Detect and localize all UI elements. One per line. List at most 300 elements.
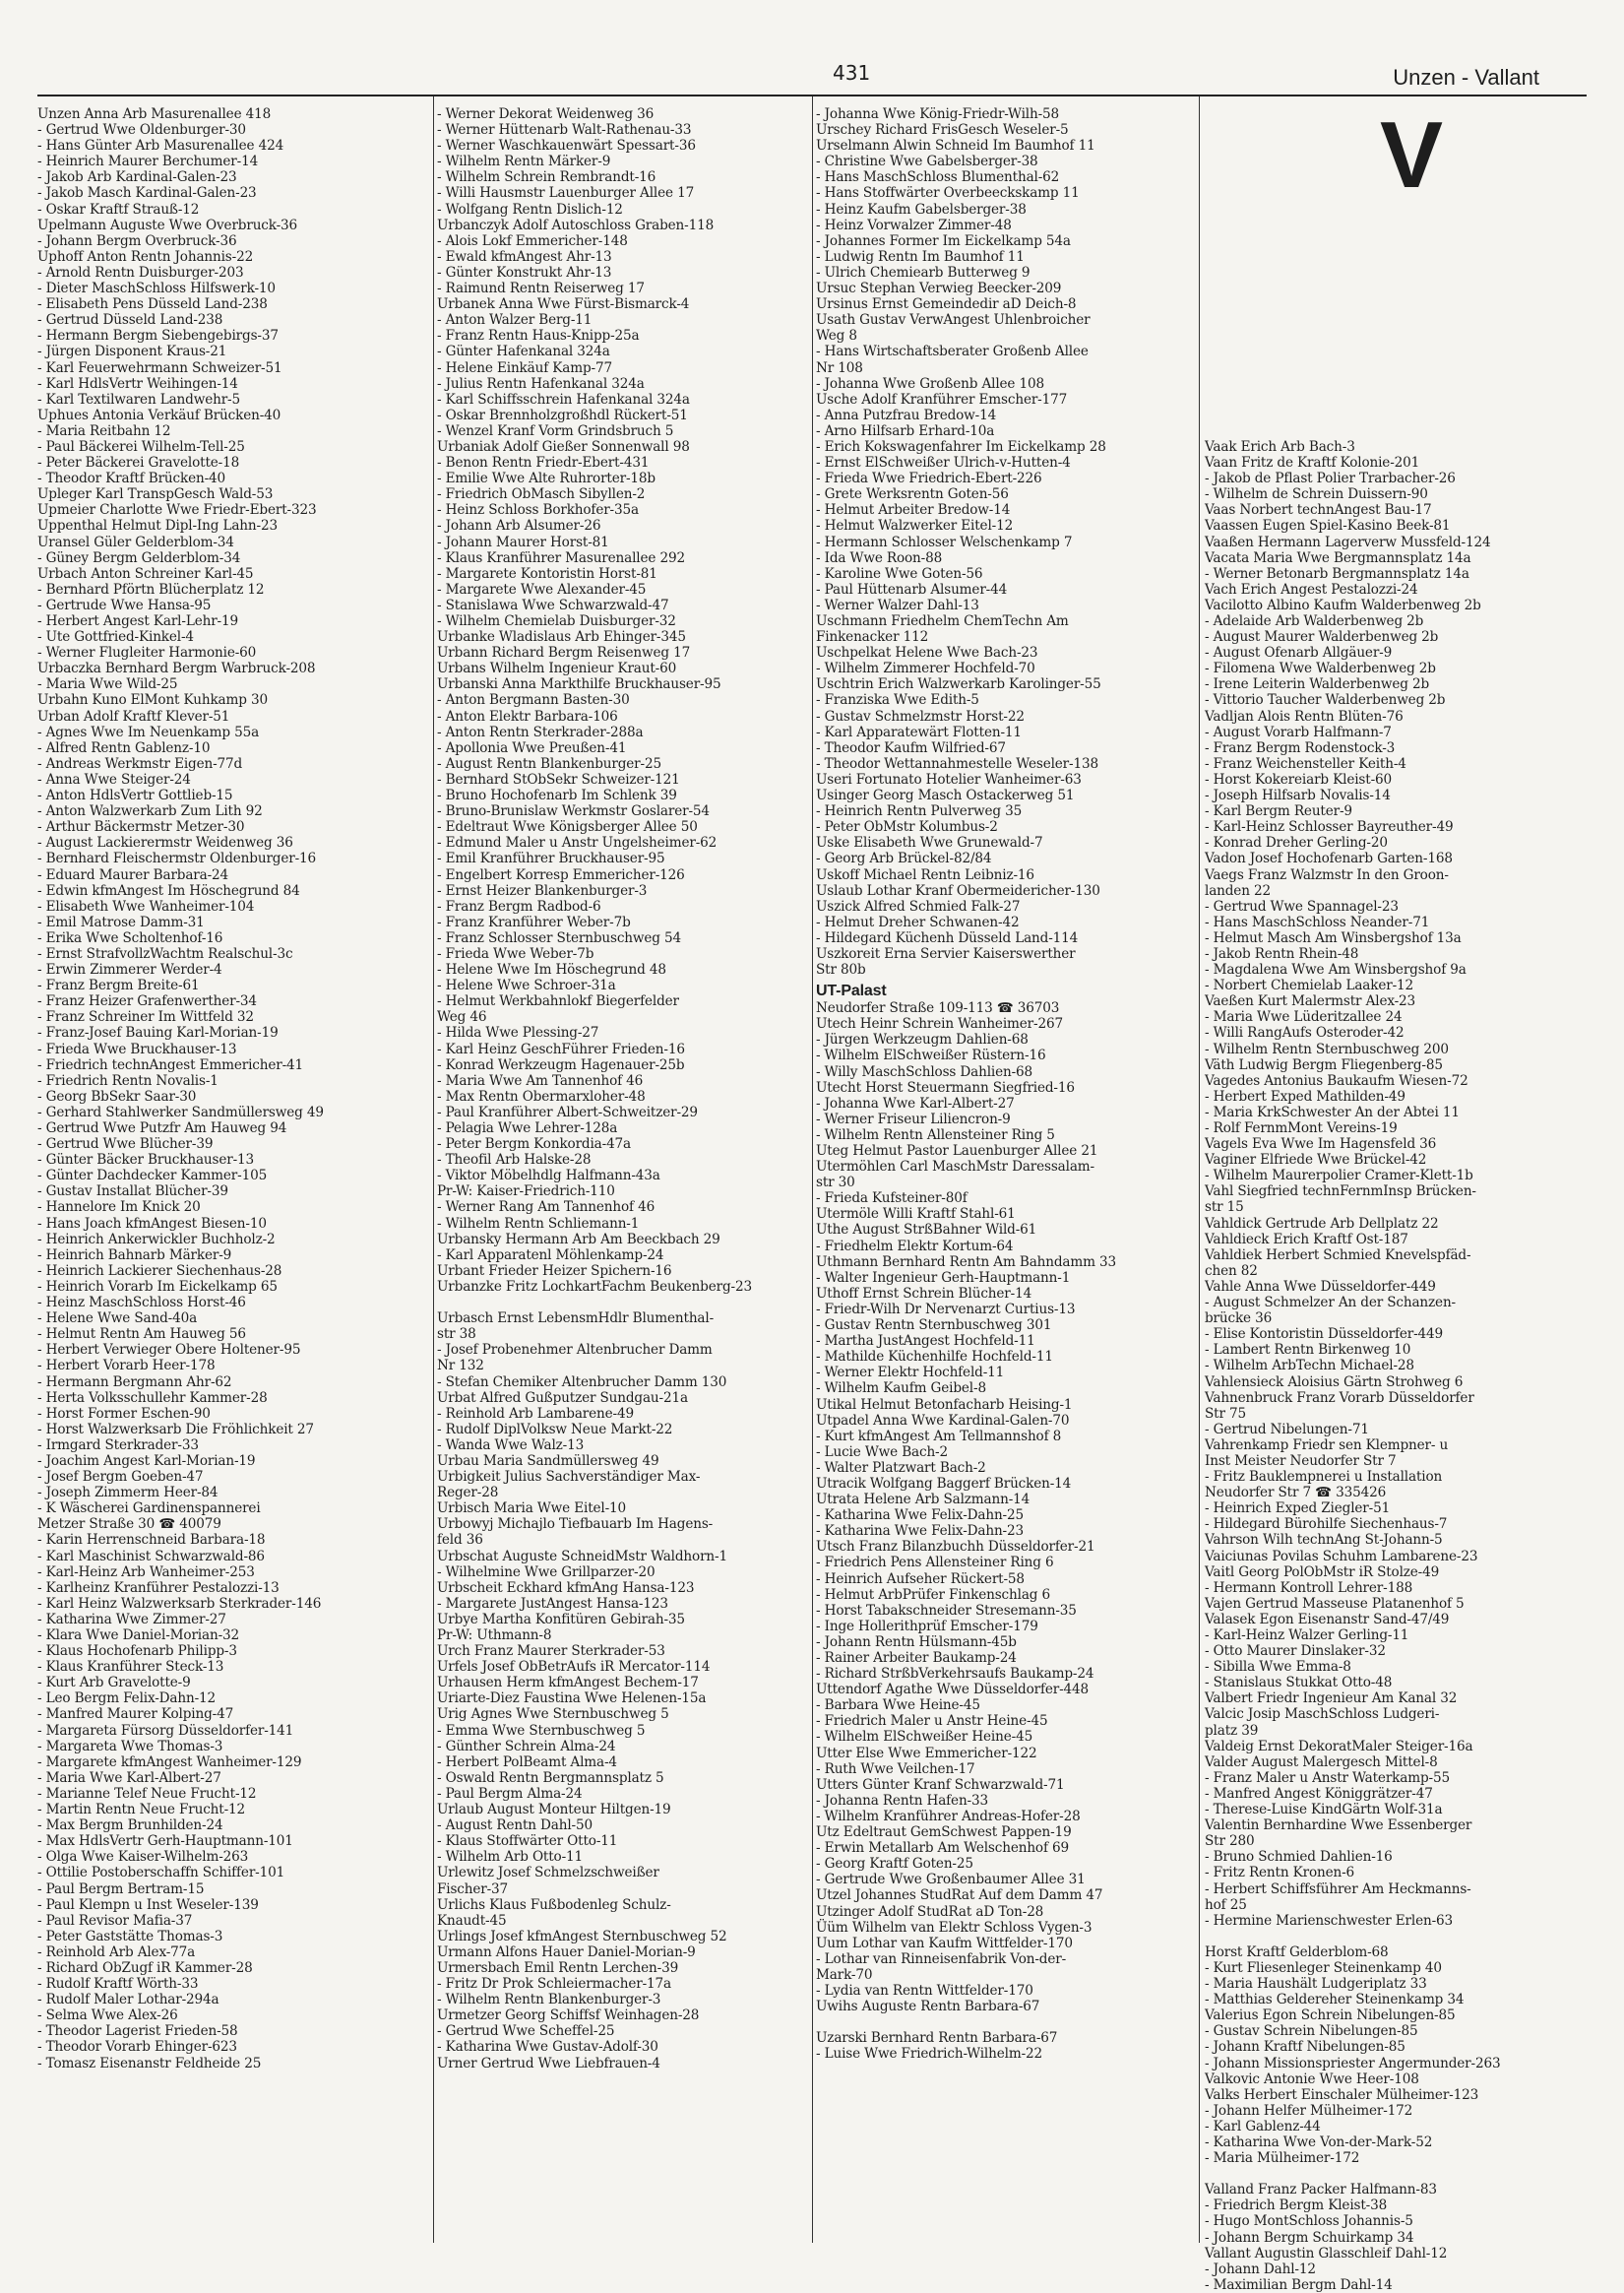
directory-entry: - Manfred Angest Königgrätzer-47 bbox=[1205, 1785, 1433, 1802]
directory-entry: - Maria Reitbahn 12 bbox=[37, 422, 171, 439]
directory-entry: Uschmann Friedhelm ChemTechn Am bbox=[816, 613, 1069, 629]
directory-entry bbox=[1205, 233, 1591, 249]
directory-entry: - Klara Wwe Daniel-Morian-32 bbox=[37, 1627, 240, 1643]
directory-entry: Valdeig Ernst DekoratMaler Steiger-16a bbox=[1205, 1738, 1473, 1754]
directory-entry: - Paul Revisor Mafia-37 bbox=[37, 1912, 193, 1929]
directory-entry: - August Rentn Dahl-50 bbox=[437, 1817, 593, 1834]
directory-entry: - Wilhelm Rentn Blankenburger-3 bbox=[437, 1992, 661, 2008]
directory-entry: Uschtrin Erich Walzwerkarb Karolinger-55 bbox=[816, 676, 1101, 693]
directory-entry: - Friedr-Wilh Dr Nervenarzt Curtius-13 bbox=[816, 1301, 1076, 1317]
directory-entry: Ursinus Ernst Gemeindedir aD Deich-8 bbox=[816, 296, 1077, 313]
directory-entry: - Heinz Kaufm Gabelsberger-38 bbox=[816, 201, 1027, 218]
directory-entry: - Wilhelmine Wwe Grillparzer-20 bbox=[437, 1563, 656, 1580]
directory-entry: - Helmut Masch Am Winsbergshof 13a bbox=[1205, 929, 1462, 946]
directory-entry: - Anna Wwe Steiger-24 bbox=[37, 771, 191, 788]
directory-entry: - Manfred Maurer Kolping-47 bbox=[37, 1706, 234, 1723]
directory-entry: Vadljan Alois Rentn Blüten-76 bbox=[1205, 708, 1404, 725]
directory-entry: Vahlensieck Aloisius Gärtn Strohweg 6 bbox=[1205, 1373, 1464, 1390]
directory-entry: - Oskar Brennholzgroßhdl Rückert-51 bbox=[437, 407, 688, 423]
directory-entry: - August Rentn Blankenburger-25 bbox=[437, 755, 661, 772]
directory-entry: - Reinhold Arb Alex-77a bbox=[37, 1943, 196, 1960]
directory-entry: Urbigkeit Julius Sachverständiger Max- bbox=[437, 1469, 701, 1486]
directory-entry: - August Vorarb Halfmann-7 bbox=[1205, 724, 1392, 740]
directory-entry bbox=[1205, 154, 1591, 169]
directory-entry bbox=[1205, 249, 1591, 265]
directory-entry: - Herbert Vorarb Heer-178 bbox=[37, 1358, 216, 1374]
directory-entry: Uppenthal Helmut Dipl-Ing Lahn-23 bbox=[37, 518, 278, 535]
directory-entry: - Emil Kranführer Bruckhauser-95 bbox=[437, 851, 665, 867]
directory-entry: Valerius Egon Schrein Nibelungen-85 bbox=[1205, 2007, 1456, 2024]
directory-entry: - Paul Bäckerei Wilhelm-Tell-25 bbox=[37, 438, 245, 455]
directory-entry: - Rudolf Kraftf Wörth-33 bbox=[37, 1976, 199, 1993]
directory-entry: - Helmut ArbPrüfer Finkenschlag 6 bbox=[816, 1586, 1050, 1603]
directory-entry: - Stefan Chemiker Altenbrucher Damm 130 bbox=[437, 1373, 727, 1390]
directory-entry: - Heinrich Bahnarb Märker-9 bbox=[37, 1246, 232, 1263]
directory-entry: - Franz Bergm Rodenstock-3 bbox=[1205, 739, 1396, 756]
directory-entry: - Hildegard Küchenh Düsseld Land-114 bbox=[816, 929, 1079, 946]
directory-entry: - Karlheinz Kranführer Pestalozzi-13 bbox=[37, 1579, 280, 1596]
directory-entry: Valkovic Antonie Wwe Heer-108 bbox=[1205, 2070, 1419, 2087]
directory-entry: Vadon Josef Hochofenarb Garten-168 bbox=[1205, 851, 1453, 867]
directory-entry: - Werner Flugleiter Harmonie-60 bbox=[37, 645, 257, 662]
directory-entry: - Theodor Vorarb Ehinger-623 bbox=[37, 2039, 237, 2056]
directory-entry: Urlichs Klaus Fußbodenleg Schulz- bbox=[437, 1896, 671, 1913]
directory-entry: Mark-70 bbox=[816, 1966, 873, 1983]
directory-entry: - Franz Schreiner Im Wittfeld 32 bbox=[37, 1009, 254, 1026]
directory-entry: - Peter ObMstr Kolumbus-2 bbox=[816, 819, 998, 836]
directory-entry: - Margareta Wwe Thomas-3 bbox=[37, 1738, 223, 1754]
column-divider bbox=[812, 96, 813, 2243]
directory-entry: - Lucie Wwe Bach-2 bbox=[816, 1443, 949, 1460]
directory-entry: Vaassen Eugen Spiel-Kasino Beek-81 bbox=[1205, 518, 1451, 535]
directory-entry: - Karoline Wwe Goten-56 bbox=[816, 565, 983, 582]
directory-entry: Urbans Wilhelm Ingenieur Kraut-60 bbox=[437, 661, 677, 677]
directory-entry: Uslaub Lothar Kranf Obermeidericher-130 bbox=[816, 882, 1100, 899]
directory-entry: chen 82 bbox=[1205, 1262, 1258, 1279]
directory-entry: - Wilhelm Rentn Schliemann-1 bbox=[437, 1215, 640, 1232]
directory-entry: - Maria Wwe Wild-25 bbox=[37, 676, 178, 693]
directory-entry: Unzen Anna Arb Masurenallee 418 bbox=[37, 106, 272, 122]
directory-entry: - Andreas Werkmstr Eigen-77d bbox=[37, 755, 243, 772]
directory-entry: Vahnenbruck Franz Vorarb Düsseldorfer bbox=[1205, 1389, 1474, 1406]
directory-entry: - Luise Wwe Friedrich-Wilhelm-22 bbox=[816, 2046, 1043, 2063]
directory-entry: - Rudolf Maler Lothar-294a bbox=[37, 1992, 219, 2008]
directory-entry: - Paul Bergm Bertram-15 bbox=[37, 1880, 205, 1897]
directory-entry: - Hans MaschSchloss Neander-71 bbox=[1205, 914, 1430, 930]
directory-entry: - Friedrich Maler u Anstr Heine-45 bbox=[816, 1713, 1048, 1730]
directory-entry: - Sibilla Wwe Emma-8 bbox=[1205, 1659, 1351, 1676]
directory-entry: hof 25 bbox=[1205, 1896, 1247, 1913]
directory-entry: - Wilhelm Kranführer Andreas-Hofer-28 bbox=[816, 1808, 1081, 1824]
directory-entry: Weg 8 bbox=[816, 328, 857, 345]
directory-entry: Vahrenkamp Friedr sen Klempner- u bbox=[1205, 1436, 1449, 1453]
directory-entry: Vacilotto Albino Kaufm Walderbenweg 2b bbox=[1205, 597, 1481, 613]
directory-entry: Urbach Anton Schreiner Karl-45 bbox=[37, 565, 254, 582]
directory-entry: - Hermann Bergmann Ahr-62 bbox=[37, 1373, 232, 1390]
directory-entry: - Güney Bergm Gelderblom-34 bbox=[37, 549, 241, 566]
directory-entry: Utter Else Wwe Emmericher-122 bbox=[816, 1745, 1037, 1761]
directory-entry: - Werner Elektr Hochfeld-11 bbox=[816, 1365, 1005, 1381]
directory-entry: - Herbert PolBeamt Alma-4 bbox=[437, 1753, 617, 1770]
directory-entry: Pr-W: Uthmann-8 bbox=[437, 1627, 552, 1643]
directory-entry: - Jakob Masch Kardinal-Galen-23 bbox=[37, 185, 257, 202]
directory-entry bbox=[1205, 423, 1591, 439]
directory-entry: landen 22 bbox=[1205, 882, 1271, 899]
directory-entry: - Bruno Schmied Dahlien-16 bbox=[1205, 1849, 1393, 1866]
directory-entry: - Theodor Lagerist Frieden-58 bbox=[37, 2023, 238, 2040]
directory-entry: Neudorfer Straße 109-113 ☎ 36703 bbox=[816, 1000, 1060, 1017]
directory-entry: - Georg BbSekr Saar-30 bbox=[37, 1088, 197, 1105]
directory-entry: - Bruno Hochofenarb Im Schlenk 39 bbox=[437, 788, 677, 804]
directory-entry: - Eduard Maurer Barbara-24 bbox=[37, 866, 229, 883]
directory-entry: - Frieda Wwe Weber-7b bbox=[437, 945, 594, 962]
directory-entry: - August Ofenarb Allgäuer-9 bbox=[1205, 645, 1393, 662]
directory-entry: - K Wäscherei Gardinenspannerei bbox=[37, 1500, 261, 1517]
directory-entry: - Klaus Kranführer Masurenallee 292 bbox=[437, 549, 685, 566]
directory-entry: Str 80b bbox=[816, 962, 866, 979]
directory-entry: - Johanna Wwe Karl-Albert-27 bbox=[816, 1095, 1015, 1112]
directory-entry: - Georg Kraftf Goten-25 bbox=[816, 1856, 973, 1873]
directory-entry: - Gertrud Wwe Putzfr Am Hauweg 94 bbox=[37, 1120, 287, 1136]
directory-entry: Reger-28 bbox=[437, 1485, 499, 1501]
directory-entry: - Konrad Dreher Gerling-20 bbox=[1205, 835, 1388, 852]
directory-entry: - Hans Joach kfmAngest Biesen-10 bbox=[37, 1215, 267, 1232]
directory-entry: - Viktor Möbelhdlg Halfmann-43a bbox=[437, 1168, 660, 1184]
directory-entry: Urbanzke Fritz LochkartFachm Beukenberg-23 bbox=[437, 1278, 752, 1295]
directory-entry: - Wilhelm ArbTechn Michael-28 bbox=[1205, 1358, 1414, 1374]
directory-entry: Utzinger Adolf StudRat aD Ton-28 bbox=[816, 1903, 1044, 1920]
directory-entry: - Karl Apparatewärt Flotten-11 bbox=[816, 724, 1022, 740]
directory-entry: - Konrad Werkzeugm Hagenauer-25b bbox=[437, 1056, 685, 1073]
directory-entry: - Max Bergm Brunhilden-24 bbox=[37, 1817, 223, 1834]
directory-entry: Utsch Franz Bilanzbuchh Düsseldorfer-21 bbox=[816, 1539, 1095, 1556]
directory-entry: Urban Adolf Kraftf Klever-51 bbox=[37, 708, 230, 725]
directory-entry: - Ute Gottfried-Kinkel-4 bbox=[37, 629, 194, 646]
directory-entry: Uske Elisabeth Wwe Grunewald-7 bbox=[816, 835, 1043, 852]
directory-entry: - Karl Gablenz-44 bbox=[1205, 2118, 1321, 2134]
directory-entry: - Theofil Arb Halske-28 bbox=[437, 1152, 592, 1169]
directory-entry: - Günter Konstrukt Ahr-13 bbox=[437, 264, 612, 281]
directory-entry: - Herbert Angest Karl-Lehr-19 bbox=[37, 613, 238, 629]
directory-entry: Urig Agnes Wwe Sternbuschweg 5 bbox=[437, 1706, 669, 1723]
directory-entry: Inst Meister Neudorfer Str 7 bbox=[1205, 1452, 1397, 1469]
directory-entry: - Johann Dahl-12 bbox=[1205, 2261, 1316, 2277]
directory-entry: Valentin Bernhardine Wwe Essenberger bbox=[1205, 1817, 1472, 1834]
directory-entry: - Stanislawa Wwe Schwarzwald-47 bbox=[437, 597, 669, 613]
directory-entry: Uwihs Auguste Rentn Barbara-67 bbox=[816, 1999, 1040, 2015]
directory-entry: feld 36 bbox=[437, 1532, 483, 1549]
directory-entry: - August Schmelzer An der Schanzen- bbox=[1205, 1295, 1456, 1311]
directory-entry: - Maria Mülheimer-172 bbox=[1205, 2150, 1360, 2167]
directory-entry: Upmeier Charlotte Wwe Friedr-Ebert-323 bbox=[37, 502, 317, 519]
directory-entry: - Grete Werksrentn Goten-56 bbox=[816, 486, 1009, 503]
directory-entry: - Walter Ingenieur Gerh-Hauptmann-1 bbox=[816, 1269, 1071, 1286]
directory-entry: - Alfred Rentn Gablenz-10 bbox=[37, 739, 211, 756]
directory-entry: - Emilie Wwe Alte Ruhrorter-18b bbox=[437, 471, 656, 487]
directory-entry: - Gertrud Düsseld Land-238 bbox=[37, 312, 223, 329]
directory-entry: - Hildegard Bürohilfe Siechenhaus-7 bbox=[1205, 1516, 1448, 1533]
directory-entry: Vacata Maria Wwe Bergmannsplatz 14a bbox=[1205, 549, 1471, 566]
directory-entry: - Werner Rang Am Tannenhof 46 bbox=[437, 1199, 656, 1216]
directory-entry: Utecht Horst Steuermann Siegfried-16 bbox=[816, 1079, 1075, 1096]
directory-entry: Uzarski Bernhard Rentn Barbara-67 bbox=[816, 2030, 1058, 2047]
directory-entry: - Werner Walzer Dahl-13 bbox=[816, 597, 979, 613]
directory-entry: - Horst Walzwerksarb Die Fröhlichkeit 27 bbox=[37, 1421, 314, 1437]
directory-entry: - Wilhelm ElSchweißer Heine-45 bbox=[816, 1729, 1033, 1746]
directory-entry: - Matthias Geldereher Steinenkamp 34 bbox=[1205, 1992, 1465, 2008]
directory-entry: brücke 36 bbox=[1205, 1310, 1273, 1327]
directory-entry: - Elisabeth Wwe Wanheimer-104 bbox=[37, 898, 255, 915]
directory-entry: Uszkoreit Erna Servier Kaiserswerther bbox=[816, 945, 1076, 962]
directory-entry: - Hermann Kontroll Lehrer-188 bbox=[1205, 1579, 1413, 1596]
directory-entry: - Karl Maschinist Schwarzwald-86 bbox=[37, 1548, 265, 1564]
directory-entry: Vahrson Wilh technAng St-Johann-5 bbox=[1205, 1532, 1443, 1549]
directory-entry: Utermöhlen Carl MaschMstr Daressalam- bbox=[816, 1159, 1094, 1176]
directory-entry: - Julius Rentn Hafenkanal 324a bbox=[437, 375, 645, 392]
directory-entry: Vaitl Georg PolObMstr iR Stolze-49 bbox=[1205, 1563, 1440, 1580]
directory-entry: - Helmut Dreher Schwanen-42 bbox=[816, 914, 1020, 930]
directory-entry: - Kurt kfmAngest Am Tellmannshof 8 bbox=[816, 1428, 1062, 1444]
directory-entry: - Wilhelm Rentn Märker-9 bbox=[437, 154, 611, 170]
directory-entry: Ursuc Stephan Verwieg Beecker-209 bbox=[816, 281, 1062, 297]
directory-entry: - Katharina Wwe Zimmer-27 bbox=[37, 1611, 226, 1627]
directory-entry: - Maria Wwe Lüderitzallee 24 bbox=[1205, 1009, 1403, 1026]
directory-entry: - Gertrud Nibelungen-71 bbox=[1205, 1421, 1369, 1437]
directory-entry: - Paul Hüttenarb Alsumer-44 bbox=[816, 581, 1008, 598]
directory-entry: Urbowyj Michajlo Tiefbauarb Im Hagens- bbox=[437, 1516, 714, 1533]
directory-entry: - Adelaide Arb Walderbenweg 2b bbox=[1205, 613, 1424, 629]
directory-entry: - Heinrich Aufseher Rückert-58 bbox=[816, 1570, 1025, 1587]
directory-entry: Usath Gustav VerwAngest Uhlenbroicher bbox=[816, 312, 1091, 329]
directory-entry: - Martha JustAngest Hochfeld-11 bbox=[816, 1333, 1035, 1350]
directory-entry: Uteg Helmut Pastor Lauenburger Allee 21 bbox=[816, 1143, 1098, 1159]
directory-entry: - Johann Arb Alsumer-26 bbox=[437, 518, 601, 535]
directory-entry: - Wilhelm Schrein Rembrandt-16 bbox=[437, 169, 656, 186]
page-header bbox=[37, 59, 1587, 96]
directory-entry bbox=[1205, 1929, 1591, 1944]
directory-entry bbox=[1205, 138, 1591, 154]
page-number: 431 bbox=[833, 61, 871, 85]
directory-entry: - Franz Bergm Radbod-6 bbox=[437, 898, 601, 915]
directory-entry: - Franz Kranführer Weber-7b bbox=[437, 914, 631, 930]
directory-entry: - Gertrud Wwe Scheffel-25 bbox=[437, 2023, 615, 2040]
directory-entry: - Katharina Wwe Felix-Dahn-25 bbox=[816, 1507, 1024, 1524]
directory-entry: - Lambert Rentn Birkenweg 10 bbox=[1205, 1342, 1411, 1359]
directory-entry: - Ernst ElSchweißer Ulrich-v-Hutten-4 bbox=[816, 455, 1071, 472]
directory-entry: - Helmut Walzwerker Eitel-12 bbox=[816, 518, 1014, 535]
directory-entry: - Joseph Hilfsarb Novalis-14 bbox=[1205, 788, 1391, 804]
directory-entry: - Wilhelm de Schrein Duissern-90 bbox=[1205, 486, 1428, 503]
directory-entry: - Edeltraut Wwe Königsberger Allee 50 bbox=[437, 819, 698, 836]
directory-entry: - Wilhelm Arb Otto-11 bbox=[437, 1849, 584, 1866]
directory-entry bbox=[1205, 2166, 1591, 2182]
directory-entry: - Elisabeth Pens Düsseld Land-238 bbox=[37, 296, 268, 313]
directory-entry: Urbant Frieder Heizer Spichern-16 bbox=[437, 1262, 672, 1279]
directory-entry: - Karl-Heinz Arb Wanheimer-253 bbox=[37, 1563, 255, 1580]
directory-entry: Utermöle Willi Kraftf Stahl-61 bbox=[816, 1206, 1016, 1223]
directory-entry: - Hugo MontSchloss Johannis-5 bbox=[1205, 2213, 1413, 2230]
directory-entry: - Franz Heizer Grafenwerther-34 bbox=[37, 993, 257, 1010]
directory-entry: Vaeßen Kurt Malermstr Alex-23 bbox=[1205, 993, 1416, 1010]
directory-entry: - Herbert Verwieger Obere Holtener-95 bbox=[37, 1342, 301, 1359]
directory-entry: - Willi Hausmstr Lauenburger Allee 17 bbox=[437, 185, 695, 202]
directory-entry: - Paul Kranführer Albert-Schweitzer-29 bbox=[437, 1104, 698, 1120]
directory-entry: - Karl Apparatenl Möhlenkamp-24 bbox=[437, 1246, 664, 1263]
directory-entry: - Pelagia Wwe Lehrer-128a bbox=[437, 1120, 618, 1136]
directory-entry: Urbanski Anna Markthilfe Bruckhauser-95 bbox=[437, 676, 721, 693]
directory-entry: - Emil Matrose Damm-31 bbox=[37, 914, 205, 930]
directory-entry: - Marianne Telef Neue Frucht-12 bbox=[37, 1785, 257, 1802]
directory-entry: Urbat Alfred Gußputzer Sundgau-21a bbox=[437, 1389, 688, 1406]
directory-entry: - Helene Wwe Sand-40a bbox=[37, 1310, 198, 1327]
directory-entry: - Heinrich Vorarb Im Eickelkamp 65 bbox=[37, 1278, 278, 1295]
directory-entry bbox=[1205, 169, 1591, 185]
directory-entry: Urbye Martha Konfitüren Gebirah-35 bbox=[437, 1611, 685, 1627]
directory-entry: - Ruth Wwe Veilchen-17 bbox=[816, 1760, 975, 1777]
directory-entry: - Theodor Wettannahmestelle Weseler-138 bbox=[816, 755, 1098, 772]
directory-entry: - Anton Walzer Berg-11 bbox=[437, 312, 593, 329]
directory-entry: - Selma Wwe Alex-26 bbox=[37, 2007, 178, 2024]
directory-entry bbox=[1205, 392, 1591, 408]
directory-entry: Urmetzer Georg Schiffsf Weinhagen-28 bbox=[437, 2007, 700, 2024]
directory-entry: - Karl Heinz GeschFührer Frieden-16 bbox=[437, 1041, 685, 1057]
directory-entry: - Gertrud Wwe Blücher-39 bbox=[37, 1136, 214, 1153]
directory-entry bbox=[1205, 376, 1591, 392]
directory-entry: - Filomena Wwe Walderbenweg 2b bbox=[1205, 661, 1436, 677]
directory-entry: - Peter Bergm Konkordia-47a bbox=[437, 1136, 632, 1153]
directory-entry: - Werner Waschkauenwärt Spessart-36 bbox=[437, 138, 696, 155]
directory-entry: - Ulrich Chemiearb Butterweg 9 bbox=[816, 264, 1031, 281]
directory-entry: - Erwin Zimmerer Werder-4 bbox=[37, 962, 222, 979]
directory-entry: - Ewald kfmAngest Ahr-13 bbox=[437, 248, 612, 265]
directory-entry: Uschpelkat Helene Wwe Bach-23 bbox=[816, 645, 1038, 662]
directory-entry: Urbschat Auguste SchneidMstr Waldhorn-1 bbox=[437, 1548, 727, 1564]
directory-entry: - Gertrude Wwe Hansa-95 bbox=[37, 597, 212, 613]
directory-entry: - Walter Platzwart Bach-2 bbox=[816, 1459, 986, 1476]
directory-entry: Urner Gertrud Wwe Liebfrauen-4 bbox=[437, 2055, 660, 2071]
directory-entry: - Franz Rentn Haus-Knipp-25a bbox=[437, 328, 640, 345]
directory-entry: - Rudolf DiplVolksw Neue Markt-22 bbox=[437, 1421, 673, 1437]
directory-entry: - Wanda Wwe Walz-13 bbox=[437, 1436, 585, 1453]
directory-entry: Pr-W: Kaiser-Friedrich-110 bbox=[437, 1183, 615, 1200]
directory-entry: - Gustav Schmelzmstr Horst-22 bbox=[816, 708, 1025, 725]
directory-entry: - Erich Kokswagenfahrer Im Eickelkamp 28 bbox=[816, 438, 1106, 455]
directory-entry: - Margarete Kontoristin Horst-81 bbox=[437, 565, 657, 582]
directory-entry: Urmersbach Emil Rentn Lerchen-39 bbox=[437, 1959, 679, 1976]
directory-entry: Urbisch Maria Wwe Eitel-10 bbox=[437, 1500, 627, 1517]
directory-entry: Urbaczka Bernhard Bergm Warbruck-208 bbox=[37, 661, 316, 677]
directory-entry: - Johanna Wwe Großenb Allee 108 bbox=[816, 375, 1044, 392]
directory-entry: Vach Erich Angest Pestalozzi-24 bbox=[1205, 581, 1418, 598]
directory-entry: - Gertrud Wwe Spannagel-23 bbox=[1205, 898, 1399, 915]
directory-entry: UT-Palast bbox=[816, 983, 887, 1000]
directory-entry: Weg 46 bbox=[437, 1009, 487, 1026]
directory-entry: - Günter Dachdecker Kammer-105 bbox=[37, 1168, 268, 1184]
directory-entry: - Agnes Wwe Im Neuenkamp 55a bbox=[37, 724, 260, 740]
directory-entry: Usche Adolf Kranführer Emscher-177 bbox=[816, 391, 1068, 408]
column-divider bbox=[433, 96, 434, 2243]
directory-entry: - Willi RangAufs Osteroder-42 bbox=[1205, 1025, 1405, 1042]
directory-entry: - Herbert Schiffsführer Am Heckmanns- bbox=[1205, 1880, 1471, 1897]
directory-entry: - Lothar van Rinneisenfabrik Von-der- bbox=[816, 1950, 1067, 1967]
directory-entry: - Wilhelm Maurerpolier Cramer-Klett-1b bbox=[1205, 1168, 1473, 1184]
directory-entry: Horst Kraftf Gelderblom-68 bbox=[1205, 1943, 1389, 1960]
directory-entry: - Johann Helfer Mülheimer-172 bbox=[1205, 2102, 1413, 2119]
directory-entry: - Frieda Wwe Bruckhauser-13 bbox=[37, 1041, 237, 1057]
directory-entry: - Norbert Chemielab Laaker-12 bbox=[1205, 978, 1414, 994]
directory-entry: - Inge Hollerithprüf Emscher-179 bbox=[816, 1618, 1038, 1634]
directory-entry: - Margareta Fürsorg Düsseldorfer-141 bbox=[37, 1722, 294, 1739]
directory-entry: - Fritz Rentn Kronen-6 bbox=[1205, 1865, 1355, 1881]
directory-entry: Upleger Karl TranspGesch Wald-53 bbox=[37, 486, 274, 503]
directory-entry: - Hans MaschSchloss Blumenthal-62 bbox=[816, 169, 1060, 186]
directory-entry bbox=[1205, 281, 1591, 296]
directory-entry: - Friedrich Bergm Kleist-38 bbox=[1205, 2197, 1388, 2214]
directory-entry: - Irene Leiterin Walderbenweg 2b bbox=[1205, 676, 1430, 693]
column-divider bbox=[1199, 96, 1200, 2243]
directory-entry: Urbaniak Adolf Gießer Sonnenwall 98 bbox=[437, 438, 690, 455]
directory-entry: - Hilda Wwe Plessing-27 bbox=[437, 1025, 599, 1042]
directory-entry: platz 39 bbox=[1205, 1722, 1259, 1739]
directory-entry: - Anton Bergmann Basten-30 bbox=[437, 692, 630, 709]
directory-entry: Uszick Alfred Schmied Falk-27 bbox=[816, 898, 1021, 915]
directory-entry: - Edmund Maler u Anstr Ungelsheimer-62 bbox=[437, 835, 718, 852]
directory-entry: - Magdalena Wwe Am Winsbergshof 9a bbox=[1205, 962, 1467, 979]
directory-entry: - Margarete Wwe Alexander-45 bbox=[437, 581, 647, 598]
directory-entry: - Heinrich Ankerwickler Buchholz-2 bbox=[37, 1231, 276, 1247]
directory-entry: Usinger Georg Masch Ostackerweg 51 bbox=[816, 788, 1075, 804]
directory-entry: - Heinrich Exped Ziegler-51 bbox=[1205, 1500, 1391, 1517]
directory-entry: - Arno Hilfsarb Erhard-10a bbox=[816, 422, 995, 439]
directory-entry: - Benon Rentn Friedr-Ebert-431 bbox=[437, 455, 650, 472]
directory-entry: - Christine Wwe Gabelsberger-38 bbox=[816, 154, 1038, 170]
directory-entry: - Johann Bergm Overbruck-36 bbox=[37, 232, 237, 249]
directory-entry: - Raimund Rentn Reiserweg 17 bbox=[437, 281, 645, 297]
directory-entry: Vallant Augustin Glasschleif Dahl-12 bbox=[1205, 2245, 1448, 2261]
directory-entry: - Leo Bergm Felix-Dahn-12 bbox=[37, 1690, 217, 1707]
directory-entry: Vahl Siegfried technFernmInsp Brücken- bbox=[1205, 1183, 1476, 1200]
directory-entry: - Kurt Fliesenleger Steinenkamp 40 bbox=[1205, 1959, 1442, 1976]
directory-entry: Vajen Gertrud Masseuse Platanenhof 5 bbox=[1205, 1595, 1465, 1612]
directory-entry: - Wilhelm Rentn Allensteiner Ring 5 bbox=[816, 1126, 1055, 1143]
directory-entry: - Richard ObZugf iR Kammer-28 bbox=[37, 1959, 253, 1976]
directory-entry: - Barbara Wwe Heine-45 bbox=[816, 1697, 980, 1714]
directory-entry: Urbann Richard Bergm Reisenweg 17 bbox=[437, 645, 691, 662]
directory-entry: - Apollonia Wwe Preußen-41 bbox=[437, 739, 627, 756]
directory-entry: - Theodor Kaufm Wilfried-67 bbox=[816, 739, 1006, 756]
directory-entry: Urbanke Wladislaus Arb Ehinger-345 bbox=[437, 629, 686, 646]
directory-entry: - Maria Wwe Am Tannenhof 46 bbox=[437, 1072, 644, 1089]
directory-entry: - Bernhard Fleischermstr Oldenburger-16 bbox=[37, 851, 317, 867]
directory-entry: Urbscheit Eckhard kfmAng Hansa-123 bbox=[437, 1579, 695, 1596]
directory-entry: - Karl Textilwaren Landwehr-5 bbox=[37, 391, 240, 408]
directory-entry: - Johann Bergm Schuirkamp 34 bbox=[1205, 2229, 1414, 2246]
directory-entry: Vagels Eva Wwe Im Hagensfeld 36 bbox=[1205, 1136, 1437, 1153]
directory-entry: Valder August Malergesch Mittel-8 bbox=[1205, 1753, 1438, 1770]
directory-entry: Uriarte-Diez Faustina Wwe Helenen-15a bbox=[437, 1690, 707, 1707]
directory-entry: - Klaus Kranführer Steck-13 bbox=[37, 1659, 224, 1676]
directory-entry: Vahldieck Erich Kraftf Ost-187 bbox=[1205, 1231, 1408, 1247]
directory-entry: Utrata Helene Arb Salzmann-14 bbox=[816, 1492, 1031, 1508]
directory-entry: - Katharina Wwe Gustav-Adolf-30 bbox=[437, 2039, 658, 2056]
directory-entry: Väth Ludwig Bergm Fliegenberg-85 bbox=[1205, 1056, 1443, 1073]
directory-entry: - Horst Tabakschneider Stresemann-35 bbox=[816, 1602, 1077, 1619]
directory-entry: - Hans Stoffwärter Overbeeckskamp 11 bbox=[816, 185, 1080, 202]
directory-entry: - Werner Hüttenarb Walt-Rathenau-33 bbox=[437, 122, 692, 139]
directory-entry: - Jürgen Disponent Kraus-21 bbox=[37, 344, 227, 360]
directory-entry: Valland Franz Packer Halfmann-83 bbox=[1205, 2182, 1437, 2198]
directory-entry: - Friedhelm Elektr Kortum-64 bbox=[816, 1238, 1014, 1254]
